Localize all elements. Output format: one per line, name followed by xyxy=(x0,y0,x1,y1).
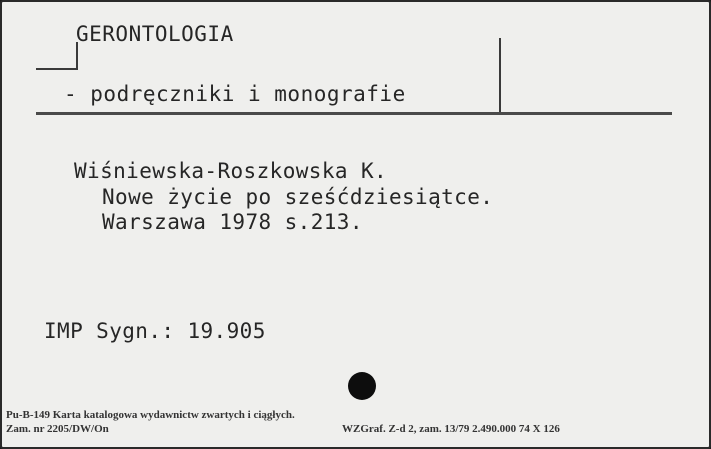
call-number: IMP Sygn.: 19.905 xyxy=(44,319,266,343)
footer-line-2-right: WZGraf. Z-d 2, zam. 13/79 2.490.000 74 X 126 xyxy=(342,423,560,435)
column-divider xyxy=(499,38,501,114)
entry-title: Nowe życie po sześćdziesiątce. xyxy=(102,185,494,209)
footer-line-1: Pu-B-149 Karta katalogowa wydawnictw zwartych i ciągłych. xyxy=(6,409,295,421)
entry-author: Wiśniewska-Roszkowska K. xyxy=(74,159,388,183)
entry-publication: Warszawa 1978 s.213. xyxy=(102,210,363,234)
subject-subheading: - podręczniki i monografie xyxy=(64,82,406,106)
heading-bracket-horizontal xyxy=(36,68,77,70)
card-punch-hole xyxy=(348,372,376,400)
subject-heading: GERONTOLOGIA xyxy=(76,22,234,46)
footer-line-2-left: Zam. nr 2205/DW/On xyxy=(6,423,109,435)
heading-bracket-vertical xyxy=(76,42,78,70)
heading-rule xyxy=(36,112,672,115)
